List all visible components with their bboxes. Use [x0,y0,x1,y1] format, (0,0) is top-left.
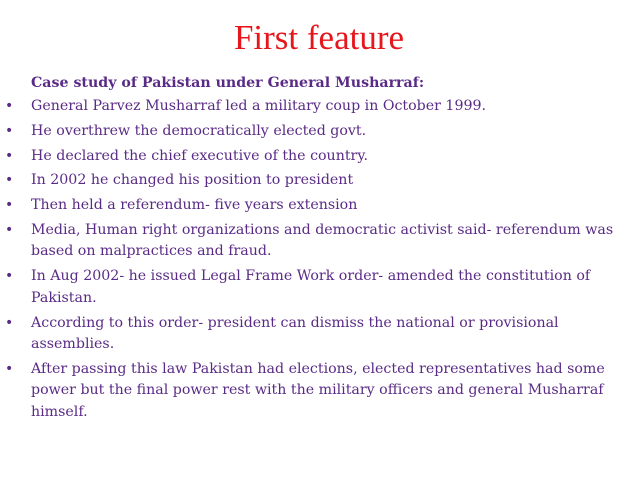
bullet-item [0,170,631,192]
bullet-item [0,266,631,309]
bullet-text: In 2002 he changed his position to president [31,172,354,189]
bullet-item [0,359,631,424]
bullet-icon: • [5,98,14,114]
bullet-item [0,313,631,356]
bullet-icon: • [5,268,14,285]
bullet-icon: • [5,147,14,164]
slide-title: First feature [233,18,405,57]
bullet-item [0,96,631,118]
slide-subheading: Case study of Pakistan under General Musharraf: [31,75,425,91]
bullet-icon: • [5,221,14,238]
bullet-text: He overthrew the democratically elected govt. [31,122,367,139]
bullet-icon: • [5,314,14,331]
bullet-icon: • [5,172,14,189]
bullet-text: In Aug 2002- he issued Legal Frame Work order- amended the constitution of Pakistan. [31,268,591,306]
bullet-text: General Parvez Musharraf led a military coup in October 1999. [31,98,487,114]
bullet-list [0,96,638,427]
bullet-text: After passing this law Pakistan had elections, elected representatives had some power but the final power rest with the military officers and general Musharraf himself. [31,360,605,420]
bullet-text: Then held a referendum- five years extension [31,197,358,214]
bullet-item [0,121,631,143]
bullet-text: According to this order- president can dismiss the national or provisional assemblies. [31,314,559,353]
bullet-icon: • [5,122,14,139]
bullet-icon: • [5,360,14,377]
bullet-item [0,220,631,263]
bullet-text: He declared the chief executive of the country. [31,147,368,164]
bullet-item [0,195,631,217]
bullet-text: Media, Human right organizations and democratic activist said- referendum was based on malpractices and fraud. [31,221,614,260]
bullet-icon: • [5,197,14,214]
bullet-item [0,146,631,168]
